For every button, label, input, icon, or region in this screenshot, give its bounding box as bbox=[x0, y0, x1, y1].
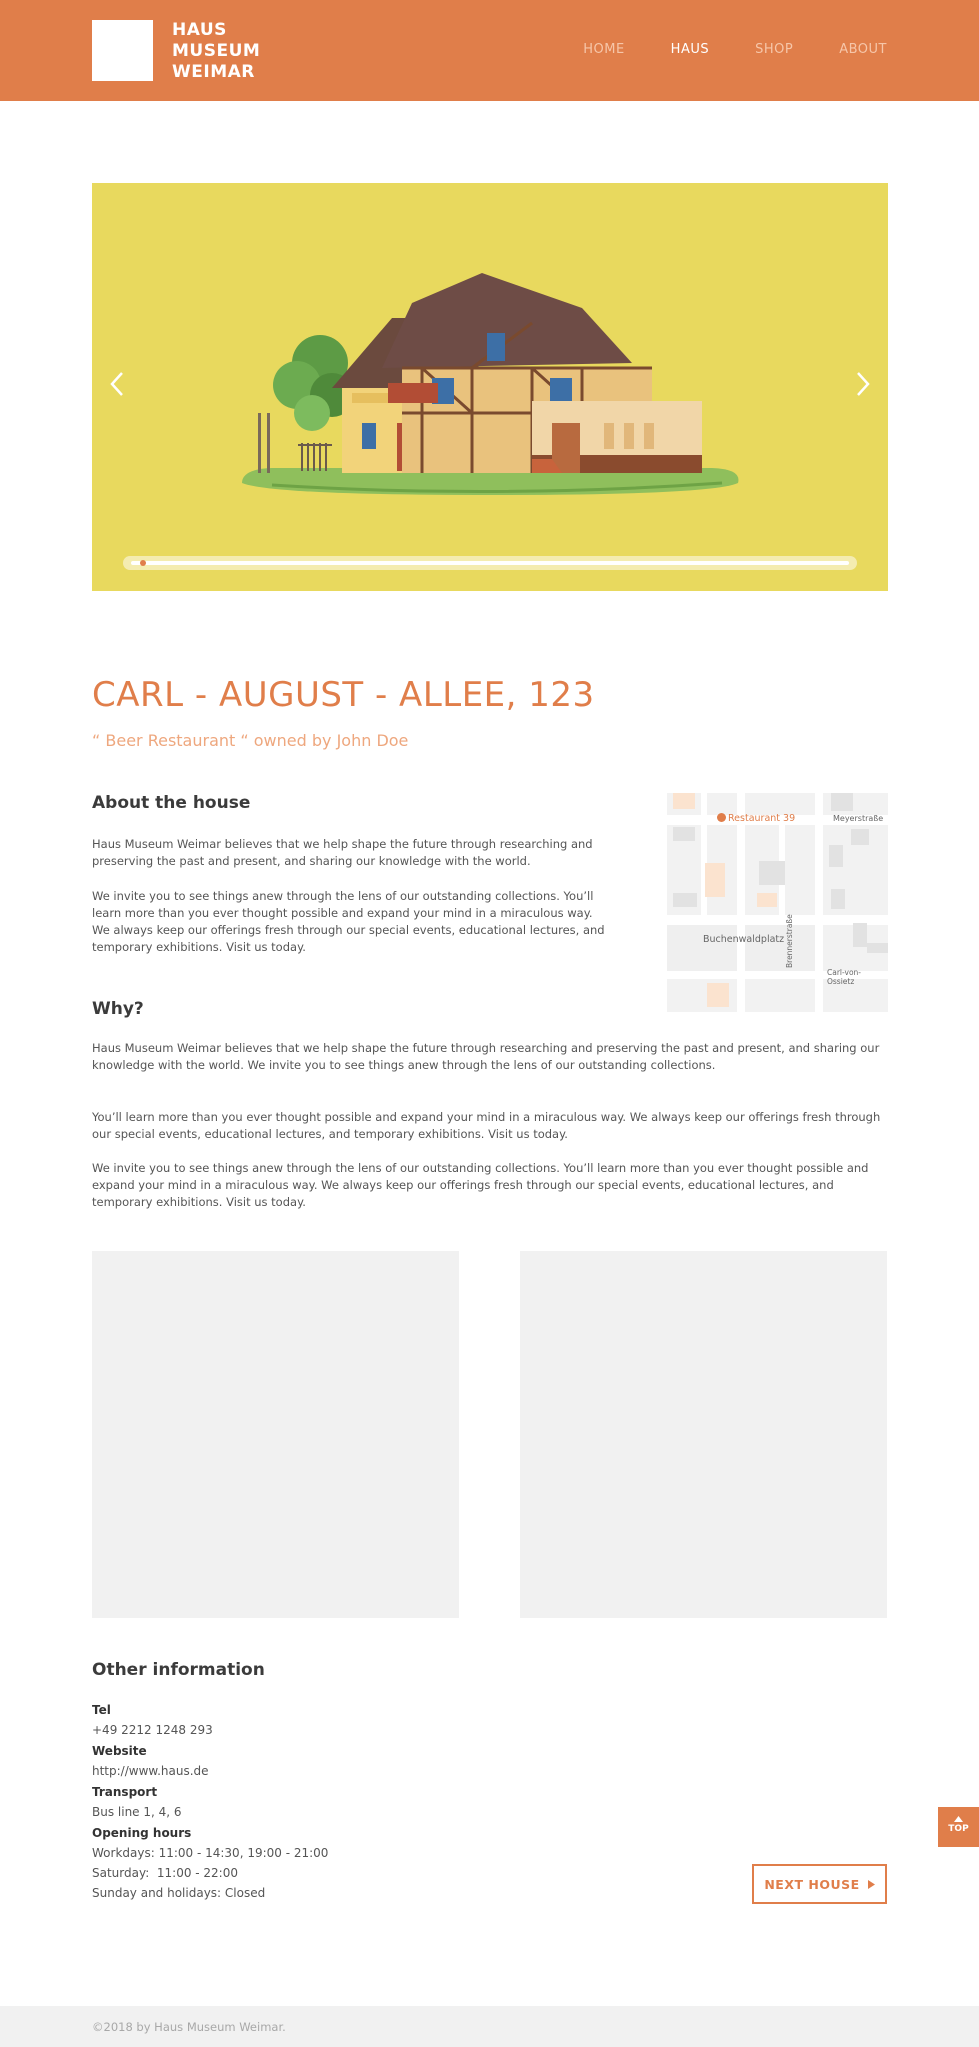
site-header bbox=[0, 0, 979, 101]
image-placeholder bbox=[520, 1251, 887, 1618]
triangle-up-icon bbox=[954, 1816, 963, 1822]
logo-line: WEIMAR bbox=[172, 62, 255, 82]
logo-wordmark[interactable] bbox=[172, 20, 260, 83]
nav-item-haus[interactable]: HAUS bbox=[670, 42, 710, 57]
map-street-label: Meyerstraße bbox=[833, 814, 884, 823]
map-square-label: Buchenwaldplatz bbox=[703, 934, 785, 945]
page-subtitle: “ Beer Restaurant “ owned by John Doe bbox=[92, 731, 409, 750]
opening-hours-label: Opening hours bbox=[92, 1826, 192, 1840]
transport-label: Transport bbox=[92, 1785, 158, 1799]
logo-line: MUSEUM bbox=[172, 41, 261, 61]
logo-mark[interactable] bbox=[92, 20, 153, 81]
map-pin-text: Restaurant 39 bbox=[728, 813, 796, 824]
about-paragraph: We invite you to see things anew through the lens of our outstanding collections. You’ll learn more than you ever thought possible and expand your mind in a miraculous way. We always keep our offerings fresh through our special events, educational lectures, and temporary exhibitions. Visit us today. bbox=[92, 889, 605, 954]
back-to-top-button[interactable] bbox=[938, 1807, 979, 1847]
tel-label: Tel bbox=[92, 1703, 111, 1717]
house-illustration bbox=[232, 273, 748, 513]
website-link[interactable]: http://www.haus.de bbox=[92, 1764, 209, 1778]
slider-next-icon[interactable] bbox=[850, 369, 874, 399]
slider-prev-icon[interactable] bbox=[106, 369, 130, 399]
tel-value[interactable]: +49 2212 1248 293 bbox=[92, 1723, 213, 1737]
nav-item-shop[interactable]: SHOP bbox=[755, 42, 794, 57]
slider-progress-track[interactable] bbox=[123, 556, 857, 570]
why-paragraph: You’ll learn more than you ever thought possible and expand your mind in a miraculous way. We always keep our offerings fresh through our special events, educational lectures, and temporary exhibitions. Visit us today. bbox=[92, 1110, 881, 1141]
why-heading: Why? bbox=[92, 999, 144, 1019]
slider-progress-bar bbox=[131, 561, 849, 565]
map-pin-label bbox=[717, 813, 795, 824]
location-map[interactable] bbox=[667, 793, 888, 1012]
page-title: CARL - AUGUST - ALLEE, 123 bbox=[92, 675, 595, 715]
slider-progress-handle[interactable] bbox=[140, 560, 146, 566]
opening-hours-line: Saturday: 11:00 - 22:00 bbox=[92, 1866, 238, 1880]
map-pin-icon[interactable] bbox=[717, 813, 726, 822]
about-heading: About the house bbox=[92, 793, 251, 813]
opening-hours-line: Sunday and holidays: Closed bbox=[92, 1886, 266, 1900]
back-to-top-label: TOP bbox=[948, 1824, 969, 1834]
why-paragraph: We invite you to see things anew through the lens of our outstanding collections. You’ll learn more than you ever thought possible and expand your mind in a miraculous way. We always keep our offerings fresh through our special events, educational lectures, and temporary exhibitions. Visit us today. bbox=[92, 1161, 869, 1209]
image-slider bbox=[92, 183, 888, 591]
other-info-heading: Other information bbox=[92, 1660, 265, 1680]
next-house-button[interactable] bbox=[752, 1864, 887, 1904]
website-label: Website bbox=[92, 1744, 147, 1758]
about-paragraph: Haus Museum Weimar believes that we help shape the future through researching and preserving the past and present, and sharing our knowledge with the world. bbox=[92, 837, 593, 868]
opening-hours-line: Workdays: 11:00 - 14:30, 19:00 - 21:00 bbox=[92, 1846, 329, 1860]
triangle-right-icon bbox=[868, 1880, 875, 1889]
copyright-text: ©2018 by Haus Museum Weimar. bbox=[92, 2020, 286, 2034]
map-street-label: Carl-von-Ossietz bbox=[827, 968, 861, 986]
nav-item-home[interactable]: HOME bbox=[583, 42, 625, 57]
image-placeholder bbox=[92, 1251, 459, 1618]
main-nav bbox=[537, 42, 887, 57]
next-house-label: NEXT HOUSE bbox=[764, 1876, 860, 1892]
logo-line: HAUS bbox=[172, 20, 227, 40]
nav-item-about[interactable]: ABOUT bbox=[839, 42, 887, 57]
why-paragraph: Haus Museum Weimar believes that we help shape the future through researching and preserving the past and present, and sharing our knowledge with the world. We invite you to see things anew through the lens of our outstanding collections. bbox=[92, 1041, 880, 1072]
map-street-label: Brennerstraße bbox=[785, 914, 794, 968]
site-footer bbox=[0, 2006, 979, 2047]
transport-value: Bus line 1, 4, 6 bbox=[92, 1805, 182, 1819]
